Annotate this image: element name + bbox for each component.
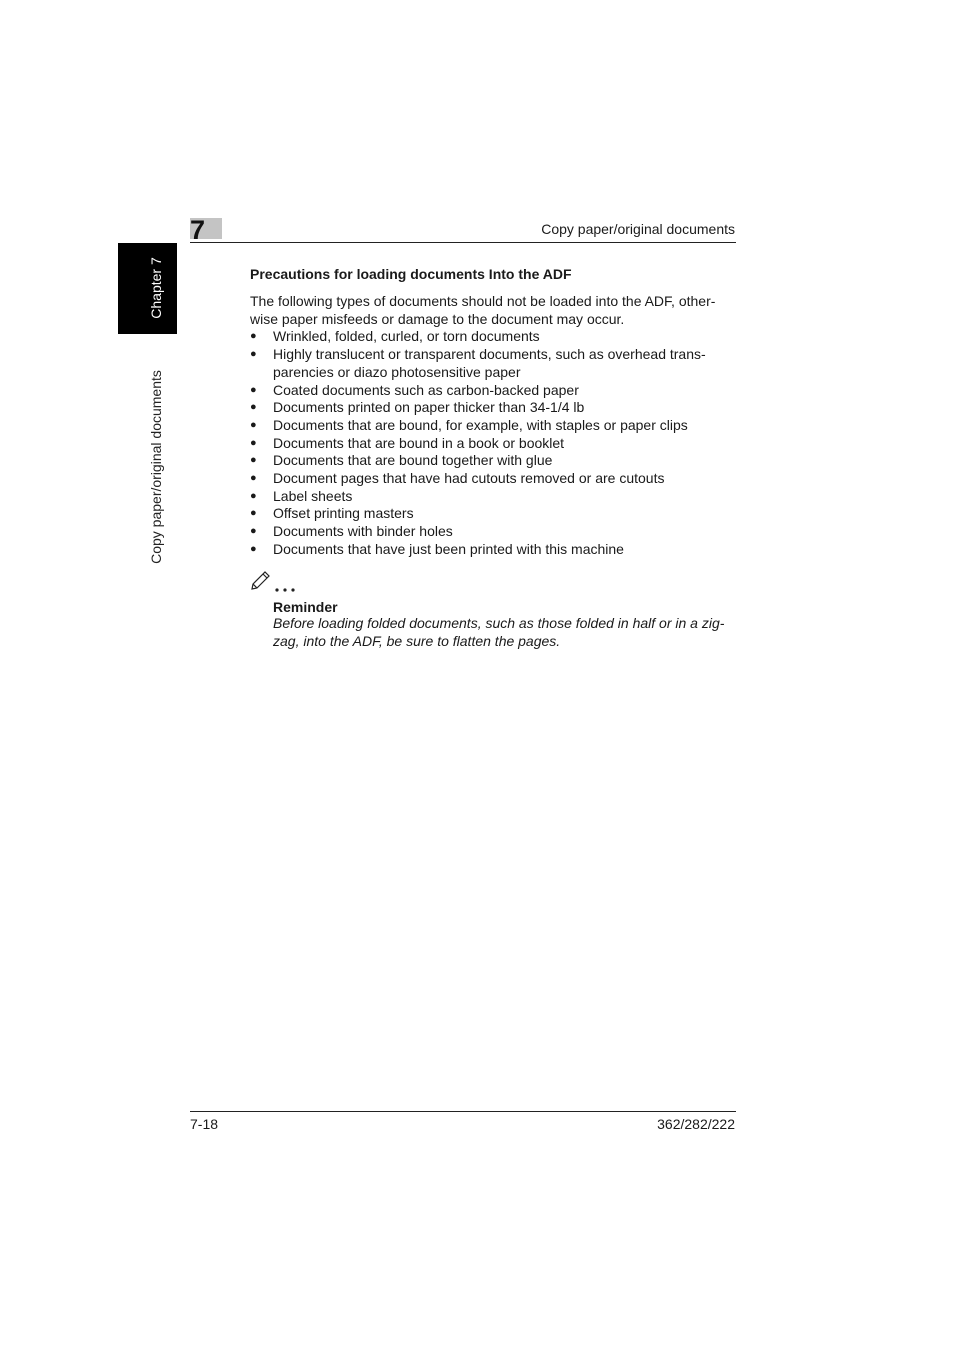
list-item (250, 523, 740, 541)
side-tab-chapter-label: Chapter 7 (148, 257, 164, 319)
list-item-text: Documents printed on paper thicker than 34-1/4 lb (273, 399, 585, 416)
bullet-icon: ● (250, 330, 257, 343)
list-item-text: Document pages that have had cutouts removed or are cutouts (273, 470, 665, 487)
list-item-text: Label sheets (273, 487, 353, 504)
intro-paragraph: The following types of documents should not be loaded into the ADF, other-wise paper misfeeds or damage to the document may occur. (250, 293, 716, 327)
list-item (250, 452, 740, 470)
list-item-text: Offset printing masters (273, 505, 414, 522)
reminder-title: Reminder (273, 599, 338, 615)
list-item (250, 328, 740, 346)
footer-rule (190, 1111, 736, 1112)
bullet-icon: ● (250, 401, 257, 414)
list-item-text: Documents that are bound in a book or booklet (273, 434, 565, 451)
page-number: 7-18 (190, 1116, 219, 1132)
list-item (250, 417, 740, 435)
bullet-icon: ● (250, 454, 257, 467)
bullet-icon: ● (250, 418, 257, 431)
list-item (250, 488, 740, 506)
header-rule (190, 242, 736, 243)
list-item (250, 435, 740, 453)
list-item (250, 470, 740, 488)
list-item (250, 505, 740, 523)
bullet-icon: ● (250, 436, 257, 449)
bullet-icon: ● (250, 525, 257, 538)
bullet-icon: ● (250, 507, 257, 520)
chapter-number: 7 (190, 215, 206, 245)
list-item-text: Documents that are bound together with glue (273, 452, 553, 469)
reminder-text: Before loading folded documents, such as those folded in half or in a zig-zag, into the ADF, be sure to flatten the pages. (273, 615, 725, 649)
list-item-text: Highly translucent or transparent documents, such as overhead trans-parencies or diazo photosensitive paper (273, 346, 706, 380)
precaution-list (250, 328, 740, 558)
bullet-icon: ● (250, 542, 257, 555)
list-item-text: Documents that have just been printed with this machine (273, 540, 624, 557)
pencil-note-icon (250, 568, 298, 594)
list-item (250, 382, 740, 400)
list-item-text: Documents with binder holes (273, 523, 453, 540)
bullet-icon: ● (250, 348, 257, 361)
list-item (250, 346, 740, 381)
list-item-text: Documents that are bound, for example, with staples or paper clips (273, 416, 688, 433)
bullet-icon: ● (250, 489, 257, 502)
list-item-text: Coated documents such as carbon-backed paper (273, 381, 579, 398)
list-item (250, 399, 740, 417)
list-item-text: Wrinkled, folded, curled, or torn documents (273, 328, 540, 345)
bullet-icon: ● (250, 472, 257, 485)
model-number: 362/282/222 (657, 1116, 735, 1132)
side-section-label: Copy paper/original documents (148, 370, 164, 564)
list-item (250, 541, 740, 559)
running-header-title: Copy paper/original documents (541, 221, 735, 237)
main-content (250, 265, 740, 559)
bullet-icon: ● (250, 383, 257, 396)
section-heading: Precautions for loading documents Into the ADF (250, 266, 572, 282)
